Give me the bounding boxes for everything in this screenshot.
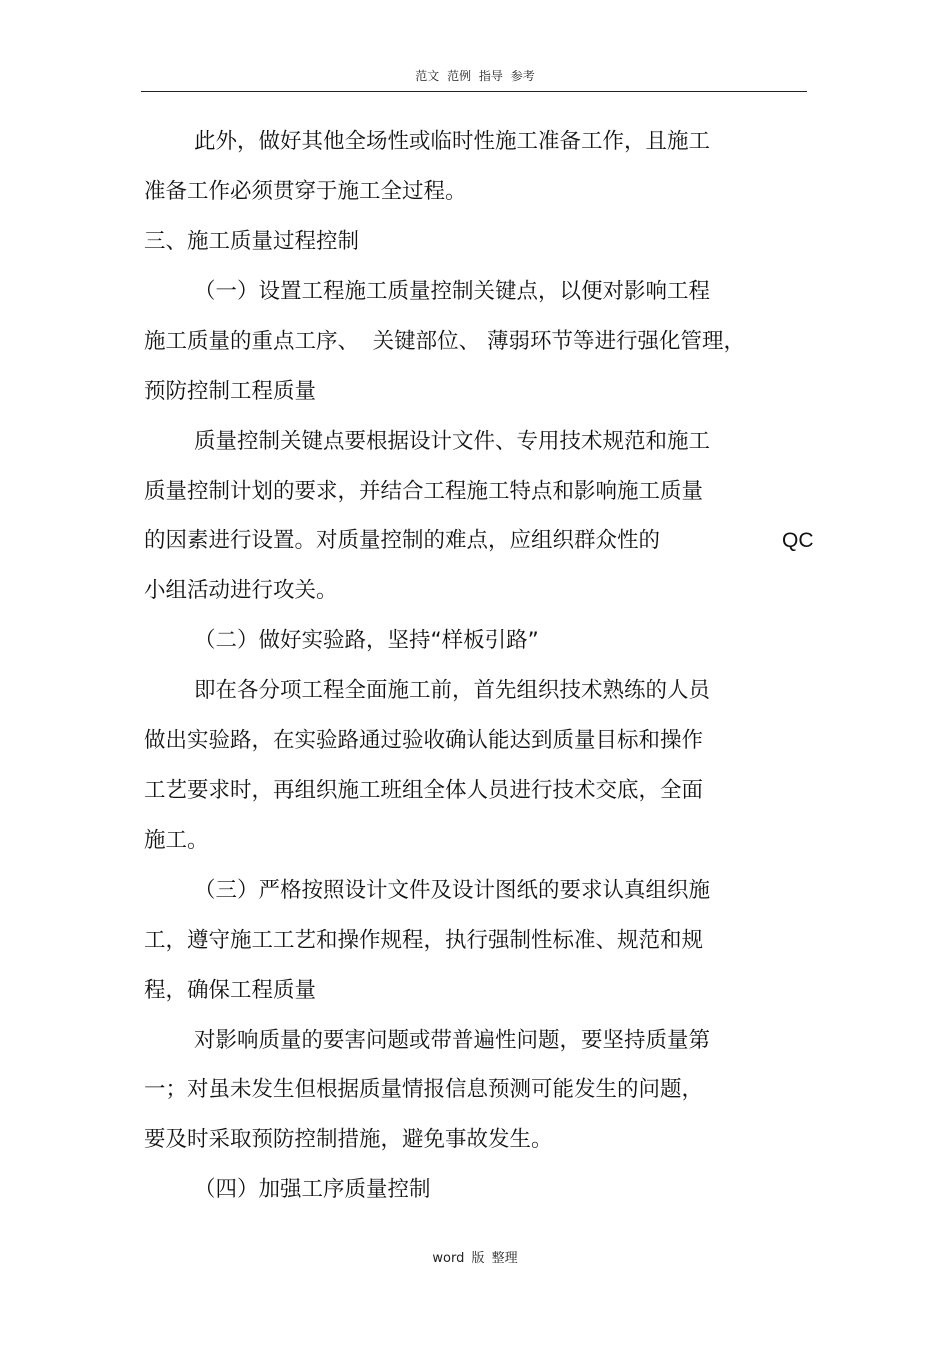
qc-term: QC [782, 529, 814, 552]
subsection-heading-4: （四）加强工序质量控制 [194, 1177, 431, 1202]
text-line-21: 要及时采取预防控制措施，避免事故发生。 [144, 1127, 553, 1152]
text-line-12: 即在各分项工程全面施工前，首先组织技术熟练的人员 [194, 678, 711, 703]
text-line-19: 对影响质量的要害问题或带普遍性问题，要坚持质量第 [194, 1028, 711, 1053]
header-divider [141, 91, 807, 92]
subsection-heading-2: （二）做好实验路，坚持“样板引路” [194, 628, 539, 653]
text-line-7: 质量控制关键点要根据设计文件、专用技术规范和施工 [194, 429, 711, 454]
text-line-14: 工艺要求时，再组织施工班组全体人员进行技术交底，全面 [144, 778, 704, 803]
text-line-9: 的因素进行设置。对质量控制的难点，应组织群众性的 [144, 528, 661, 553]
text-line-5: 施工质量的重点工序、 关键部位、 薄弱环节等进行强化管理， [144, 329, 746, 354]
text-line-13: 做出实验路，在实验路通过验收确认能达到质量目标和操作 [144, 728, 704, 753]
text-line-2: 准备工作必须贯穿于施工全过程。 [144, 179, 467, 204]
text-line-10: 小组活动进行攻关。 [144, 578, 338, 603]
section-heading: 三、施工质量过程控制 [144, 229, 360, 254]
text-line-15: 施工。 [144, 828, 209, 853]
subsection-heading-3: （三）严格按照设计文件及设计图纸的要求认真组织施 [194, 878, 711, 903]
text-line-1: 此外，做好其他全场性或临时性施工准备工作，且施工 [194, 129, 711, 154]
text-line-8: 质量控制计划的要求，并结合工程施工特点和影响施工质量 [144, 479, 704, 504]
page-header: 范文 范例 指导 参考 [415, 69, 535, 83]
page-footer: word 版 整理 [432, 1251, 518, 1266]
text-line-18: 程，确保工程质量 [144, 978, 317, 1003]
subsection-heading-1: （一）设置工程施工质量控制关键点，以便对影响工程 [194, 279, 711, 304]
text-line-20: 一；对虽未发生但根据质量情报信息预测可能发生的问题， [144, 1077, 704, 1102]
text-line-17: 工，遵守施工工艺和操作规程，执行强制性标准、规范和规 [144, 928, 704, 953]
text-line-6: 预防控制工程质量 [144, 379, 317, 404]
